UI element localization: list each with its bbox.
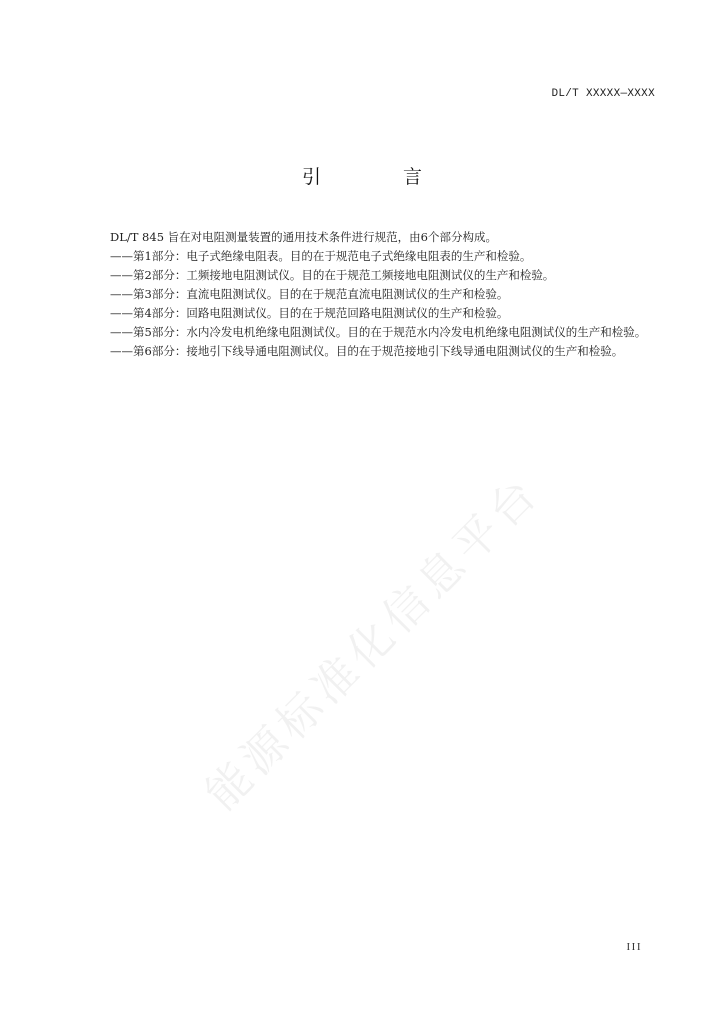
page-title: 引 言 bbox=[301, 166, 461, 188]
standard-code: DL/T XXXXX—XXXX bbox=[551, 88, 655, 100]
intro-paragraph: DL/T 845 旨在对电阻测量装置的通用技术条件进行规范，由6个部分构成。 bbox=[110, 230, 497, 244]
introduction-body bbox=[87, 228, 659, 361]
part-6-item: ——第6部分：接地引下线导通电阻测试仪。目的在于规范接地引下线导通电阻测试仪的生产和检验。 bbox=[110, 344, 624, 358]
part-4-item: ——第4部分：回路电阻测试仪。目的在于规范回路电阻测试仪的生产和检验。 bbox=[110, 306, 509, 320]
part-1-item: ——第1部分：电子式绝缘电阻表。目的在于规范电子式绝缘电阻表的生产和检验。 bbox=[110, 249, 532, 263]
part-5-item: ——第5部分：水内冷发电机绝缘电阻测试仪。目的在于规范水内冷发电机绝缘电阻测试仪的生产和检验。 bbox=[110, 325, 647, 339]
page-number: III bbox=[626, 941, 642, 953]
part-3-item: ——第3部分：直流电阻测试仪。目的在于规范直流电阻测试仪的生产和检验。 bbox=[110, 287, 509, 301]
part-2-item: ——第2部分：工频接地电阻测试仪。目的在于规范工频接地电阻测试仪的生产和检验。 bbox=[110, 268, 555, 282]
watermark: 能源标准化信息平台 bbox=[196, 466, 551, 821]
